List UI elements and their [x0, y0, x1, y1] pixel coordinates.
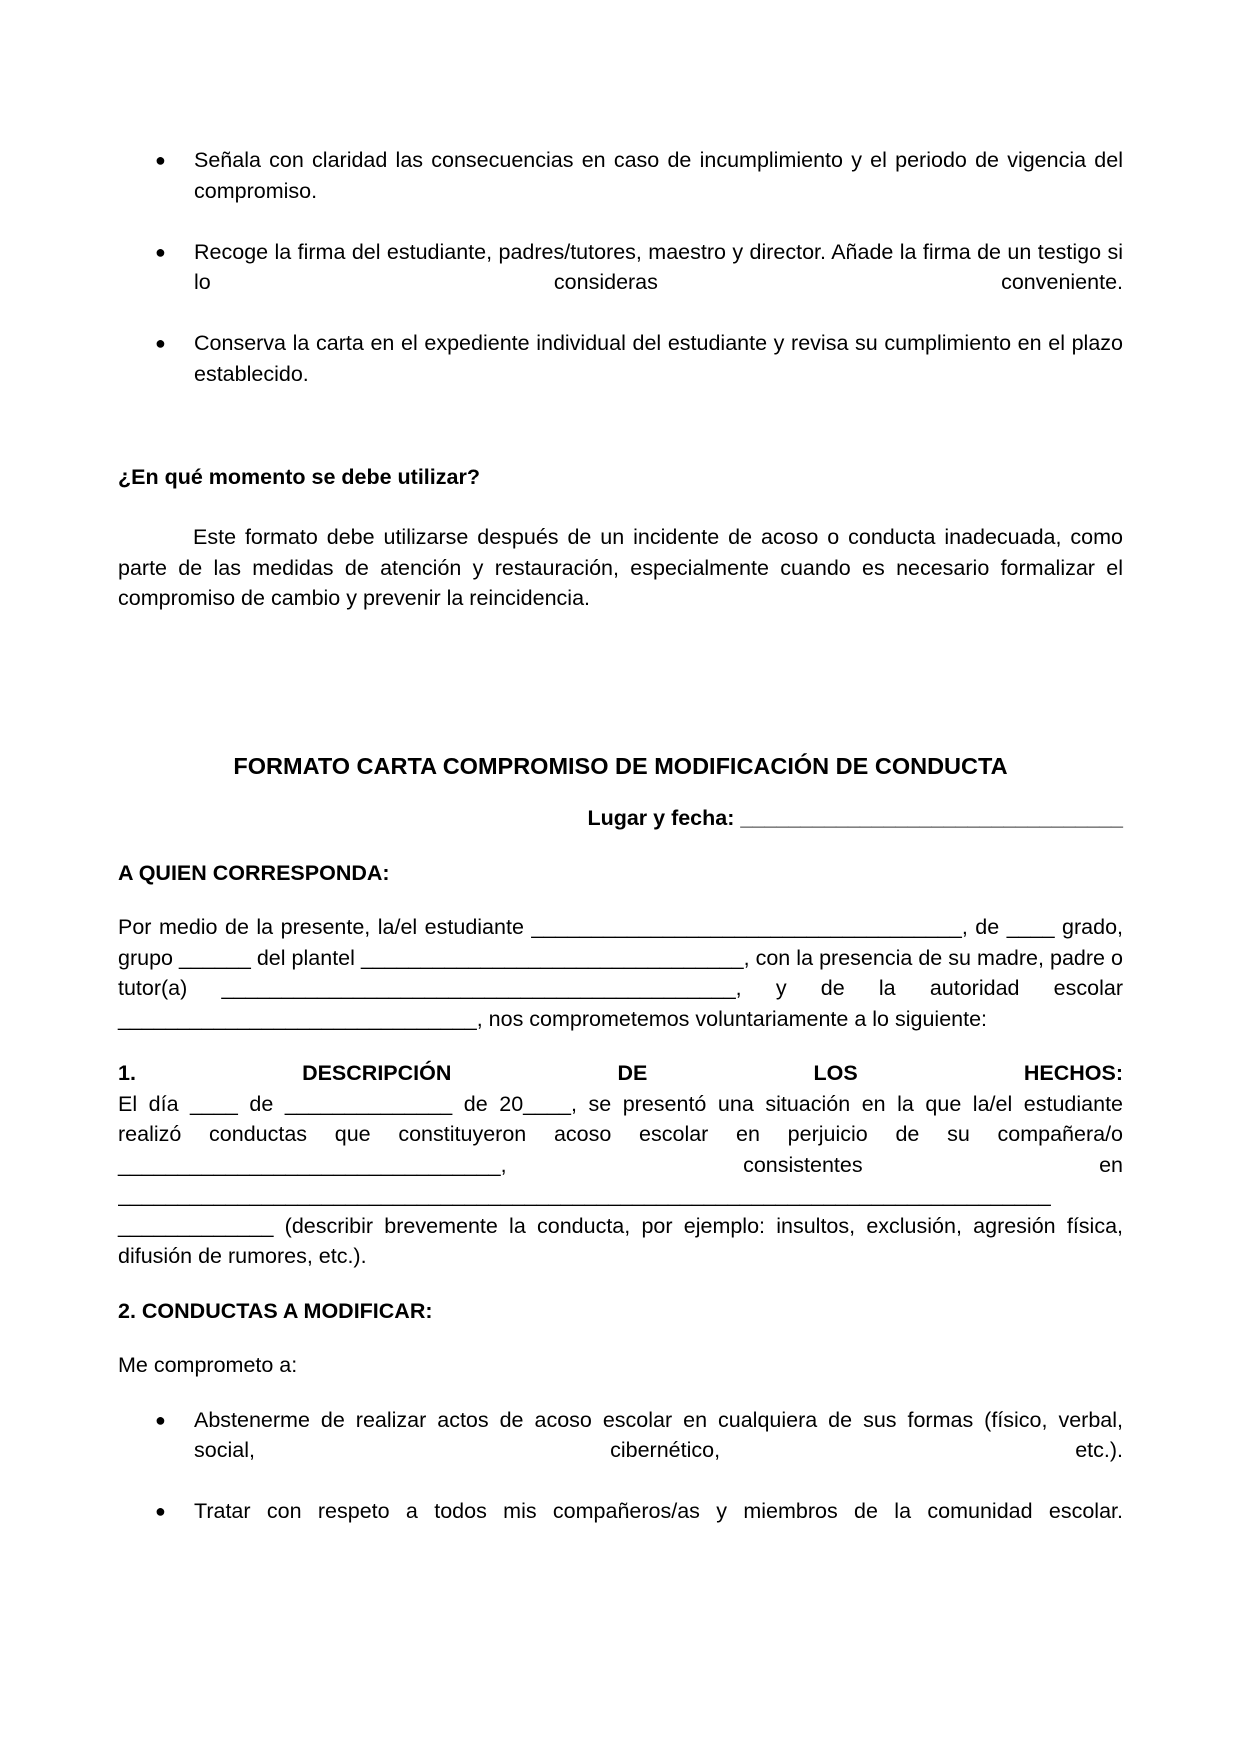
- section-title-when: ¿En qué momento se debe utilizar?: [118, 464, 480, 489]
- section1-line: _____________ (describir brevemente la conducta, por ejemplo: insultos, exclusión, agresión física, difusión de rumores, etc.).: [118, 1213, 1123, 1268]
- list-item: ● Recoge la firma del estudiante, padres/tutores, maestro y director. Añade la firma de un testigo si lo consideras conveniente.: [118, 237, 1123, 298]
- intro-paragraph: Por medio de la presente, la/el estudiante ____________________________________, de ____ grado, grupo ______ del plantel ________________________________, con la presencia de su madre, padre o tutor(a) ___________________________________________, y de la autoridad escolar ______________________________, nos comprometemos voluntariamente a lo siguiente:: [118, 915, 1123, 1031]
- bullet-icon: ●: [155, 150, 166, 170]
- section1-line: realizó conductas que constituyeron acoso escolar en perjuicio de su compañera/o: [118, 1122, 1123, 1146]
- section-body-when: Este formato debe utilizarse después de un incidente de acoso o conducta inadecuada, como parte de las medidas de atención y restauración, especialmente cuando es necesario formalizar el compromiso de cambio y prevenir la reincidencia.: [118, 525, 1123, 610]
- commitments-list: [118, 1405, 1123, 1527]
- bullet-icon: ●: [155, 333, 166, 353]
- section2-title: 2. CONDUCTAS A MODIFICAR:: [118, 1298, 433, 1323]
- place-date-field: Lugar y fecha: ________________________________: [587, 806, 1123, 830]
- instructions-list: [118, 145, 1123, 389]
- salutation: A QUIEN CORRESPONDA:: [118, 860, 390, 885]
- section2-lead: Me comprometo a:: [118, 1353, 298, 1377]
- list-item: ● Tratar con respeto a todos mis compañeros/as y miembros de la comunidad escolar.: [118, 1496, 1123, 1527]
- bullet-icon: ●: [155, 241, 166, 262]
- bullet-icon: ●: [155, 1409, 166, 1430]
- section1-line: ________________________________, consistentes en: [118, 1152, 1123, 1177]
- list-item: ● Abstenerme de realizar actos de acoso escolar en cualquiera de sus formas (físico, verbal, social, cibernético, etc.).: [118, 1405, 1123, 1466]
- list-item: ● Conserva la carta en el expediente individual del estudiante y revisa su cumplimiento en el plazo establecido.: [118, 328, 1123, 389]
- form-title: FORMATO CARTA COMPROMISO DE MODIFICACIÓN DE CONDUCTA: [233, 752, 1008, 779]
- section1-line: El día ____ de ______________ de 20____, se presentó una situación en la que la/el estudiante: [118, 1091, 1123, 1116]
- bullet-icon: ●: [155, 1501, 166, 1521]
- list-item: ● Señala con claridad las consecuencias en caso de incumplimiento y el periodo de vigencia del compromiso.: [118, 145, 1123, 206]
- document-page: [118, 145, 1123, 1557]
- section1-heading: 1. DESCRIPCIÓN DE LOS HECHOS:: [118, 1061, 1123, 1085]
- section1-blank-line: ______________________________________________________________________________: [118, 1183, 1051, 1207]
